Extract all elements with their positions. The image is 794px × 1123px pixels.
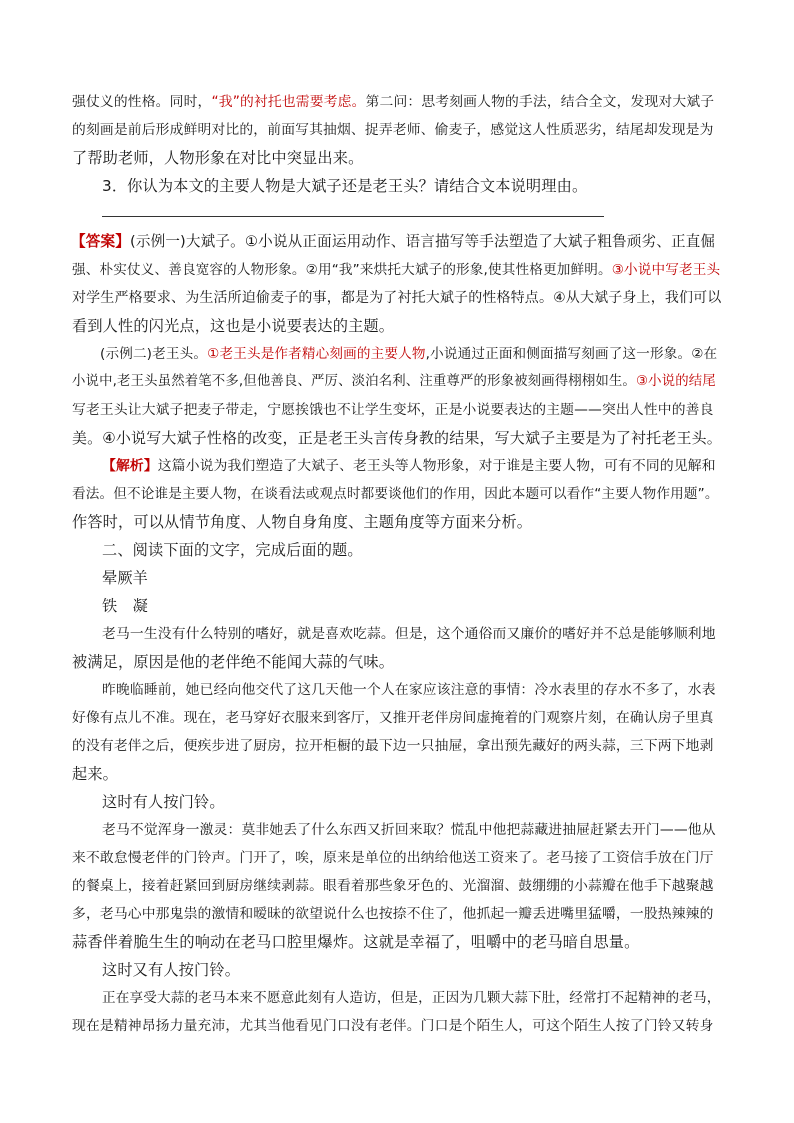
answer-line [72, 260, 720, 280]
para-line: 的刻画是前后形成鲜明对比的，前面写其抽烟、捉弄老师、偷麦子，感觉这人性质恶劣，结尾却发现是为 [72, 122, 714, 138]
analysis-line: 看法。但不论谁是主要人物，在谈看法或观点时都要谈他们的作用，因此本题可以看作“主要人物作用题”。 [72, 486, 719, 502]
story-line: 的餐桌上，接着赶紧回到厨房继续剥蒜。眼看着那些象牙色的、光溜溜、鼓绷绷的小蒜瓣在他手下越聚越 [72, 878, 714, 894]
text-run: 强、朴实仗义、善良宽容的人物形象。②用“我”来烘托大斌子的形象,使其性格更加鲜明。 [72, 262, 612, 278]
story-line: 蒜香伴着脆生生的响动在老马口腔里爆炸。这就是幸福了，咀嚼中的老马暗自思量。 [72, 933, 640, 951]
text-run: ,小说通过正面和侧面描写刻画了这一形象。②在 [425, 346, 718, 362]
story-line: 老马不觉浑身一激灵：莫非她丢了什么东西又折回来取？慌乱中他把蒜藏进抽屉赶紧去开门——他从 [102, 822, 716, 838]
answer-line [100, 344, 717, 364]
answer-line: 对学生严格要求、为生活所迫偷麦子的事，都是为了衬托大斌子的性格特点。④从大斌子身上，我们可以 [72, 290, 722, 306]
highlighted-text: ③小说的结尾 [635, 374, 716, 389]
story-line: 被满足，原因是他的老伴绝不能闻大蒜的气味。 [72, 653, 395, 671]
answer-line: 看到人性的闪光点，这也是小说要表达的主题。 [72, 317, 395, 335]
highlighted-text: ①老王头是作者精心刻画的主要人物 [207, 346, 426, 362]
text-run: 强仗义的性格。同时， [72, 94, 212, 110]
answer-line [72, 372, 716, 392]
answer-line: 美。④小说写大斌子性格的改变，正是老王头言传身教的结果，写大斌子主要是为了衬托老王头。 [72, 429, 722, 447]
story-line: 来不敢怠慢老伴的门铃声。门开了，唉，原来是单位的出纳给他送工资来了。老马接了工资信手放在门厅 [72, 850, 714, 866]
text-run: 第二问：思考刻画人物的手法，结合全文，发现对大斌子 [365, 94, 715, 110]
text-run: (示例二)老王头。 [100, 346, 208, 362]
answer-line [71, 232, 715, 252]
story-line: 老马一生没有什么特别的嗜好，就是喜欢吃蒜。但是，这个通俗而又廉价的嗜好并不总是能够顺利地 [102, 626, 716, 642]
story-author: 铁 凝 [102, 597, 149, 615]
story-line: 正在享受大蒜的老马本来不愿意此刻有人造访，但是，正因为几颗大蒜下肚，经常打不起精神的老马， [102, 990, 721, 1006]
story-title: 晕厥羊 [102, 569, 149, 587]
story-line: 多，老马心中那鬼祟的激情和暧昧的欲望说什么也按捺不住了，他抓起一瓣丢进嘴里猛嚼，一股热辣辣的 [72, 906, 714, 922]
analysis-line: 作答时，可以从情节角度、人物自身角度、主题角度等方面来分析。 [72, 513, 533, 531]
answer-line: 写老王头让大斌子把麦子带走，宁愿挨饿也不让学生变坏，正是小说要表达的主题——突出人性中的善良 [72, 402, 714, 418]
story-line: 这时又有人按门铃。 [102, 961, 241, 979]
text-run: (示例一)大斌子。①小说从正面运用动作、语言描写等手法塑造了大斌子粗鲁顽劣、正直倔 [129, 233, 716, 250]
text-run: 这篇小说为我们塑造了大斌子、老王头等人物形象，对于谁是主要人物，可有不同的见解和 [157, 458, 716, 474]
text-run: 小说中,老王头虽然着笔不多,但他善良、严厉、淡泊名利、注重尊严的形象被刻画得栩栩如生。 [72, 374, 636, 389]
answer-tag: 【答案】 [71, 233, 130, 250]
question-3: 3．你认为本文的主要人物是大斌子还是老王头？请结合文本说明理由。 [102, 177, 588, 195]
story-line: 好像有点儿不准。现在，老马穿好衣服来到客厅，又推开老伴房间虚掩着的门观察片刻，在确认房子里真 [72, 710, 714, 726]
story-line: 这时有人按门铃。 [102, 793, 225, 811]
section-heading: 二、阅读下面的文字，完成后面的题。 [102, 541, 363, 559]
highlighted-text: ③小说中写老王头 [611, 262, 721, 278]
para-line: 了帮助老师，人物形象在对比中突显出来。 [72, 149, 364, 167]
analysis-tag: 【解析】 [102, 458, 158, 474]
story-line: 的没有老伴之后，便疾步进了厨房，拉开柜橱的最下边一只抽屉，拿出预先藏好的两头蒜，三下两下地剥 [72, 738, 714, 754]
story-line: 现在是精神昂扬力量充沛，尤其当他看见门口没有老伴。门口是个陌生人，可这个陌生人按了门铃又转身 [72, 1018, 714, 1034]
para-line [72, 92, 714, 112]
analysis-line [102, 456, 716, 476]
highlighted-text: “我”的衬托也需要考虑。 [211, 94, 366, 110]
answer-blank-line [102, 216, 604, 217]
story-line: 起来。 [72, 765, 119, 783]
story-line: 昨晚临睡前，她已经向他交代了这几天他一个人在家应该注意的事情：冷水表里的存水不多了，水表 [102, 682, 716, 698]
